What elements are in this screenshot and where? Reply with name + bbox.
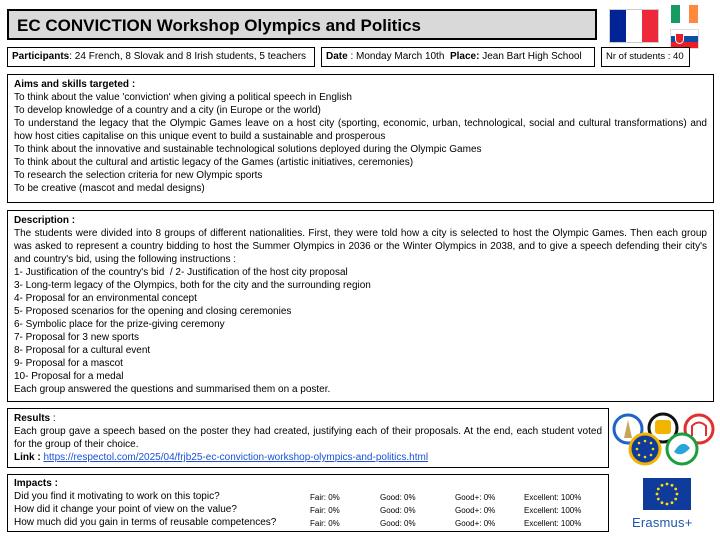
aims-line: To think about the value 'conviction' when giving a political speech in English xyxy=(14,92,352,103)
description-item: 1- Justification of the country's bid / 2- Justification of the host city proposal xyxy=(14,267,348,278)
description-item: 10- Proposal for a medal xyxy=(14,371,124,382)
participants-box xyxy=(7,47,315,67)
participants-label: Participants xyxy=(12,51,70,62)
impact-goodplus: Good+: 0% xyxy=(455,493,496,502)
slovakia-coat-of-arms-icon xyxy=(675,33,684,44)
impact-fair: Fair: 0% xyxy=(310,519,340,528)
students-count: Nr of students : 40 xyxy=(606,51,684,62)
place-value: Jean Bart High School xyxy=(479,51,582,62)
results-link-label: Link : xyxy=(14,452,41,463)
youth-badge-icon xyxy=(655,420,671,434)
aims-line: To develop knowledge of a country and a city (in Europe or the world) xyxy=(14,105,321,116)
description-heading: Description : xyxy=(14,215,76,226)
flag-stripe xyxy=(689,5,698,23)
impact-row xyxy=(14,490,602,503)
description-item: 9- Proposal for a mascot xyxy=(14,358,123,369)
impacts-section xyxy=(7,474,609,532)
place-label: Place: xyxy=(449,51,480,62)
results-heading-suffix: : xyxy=(50,413,56,424)
olympic-logos-icon xyxy=(612,410,716,468)
description-intro: The students were divided into 8 groups of different nationalities. First, they were told how a city is selected to host the Olympic Games. Then each group was asked to represent a country bidding to host the Summer Olympics in 2036 or the Winter Olympics in 2038, and to give a speech defending their city's and country's bid, using the following instructions : xyxy=(14,228,707,265)
description-item: 3- Long-term legacy of the Olympics, both for the city and the surrounding region xyxy=(14,280,371,291)
flag-stripe xyxy=(626,10,642,42)
description-closing: Each group answered the questions and summarised them on a poster. xyxy=(14,384,331,395)
flag-stripe xyxy=(610,10,626,42)
aims-line: To understand the legacy that the Olympic Games leave on a host city (sporting, economic, urban, technological, social and cultural transformations) and how host cities capitalise on this unique event to build a sustainable and prosperous xyxy=(14,118,707,142)
description-item: 5- Proposed scenarios for the opening and closing ceremonies xyxy=(14,306,292,317)
impact-question: How much did you gain in terms of reusable competences? xyxy=(14,517,277,528)
flag-stripe xyxy=(680,5,689,23)
erasmus-logo xyxy=(632,478,712,534)
aims-section xyxy=(7,74,714,203)
france-flag-icon xyxy=(610,10,658,42)
erasmus-label: Erasmus+ xyxy=(632,515,693,530)
aims-heading: Aims and skills targeted : xyxy=(14,79,136,90)
impact-excellent: Excellent: 100% xyxy=(524,519,582,528)
impact-row xyxy=(14,516,602,529)
aims-line: To research the selection criteria for new Olympic sports xyxy=(14,170,263,181)
description-item: 4- Proposal for an environmental concept xyxy=(14,293,197,304)
flag-stripe xyxy=(671,5,680,23)
impact-goodplus: Good+: 0% xyxy=(455,506,496,515)
results-text: Each group gave a speech based on the poster they had created, justifying each of their proposals. At the end, each student voted for the group of their choice. xyxy=(14,426,602,450)
date-place-box xyxy=(321,47,595,67)
impact-question: Did you find it motivating to work on this topic? xyxy=(14,491,220,502)
impact-fair: Fair: 0% xyxy=(310,493,340,502)
flag-stripe xyxy=(642,10,658,42)
ireland-flag-icon xyxy=(671,5,698,23)
description-item: 7- Proposal for 3 new sports xyxy=(14,332,140,343)
eu-flag-icon xyxy=(643,478,691,510)
description-item: 8- Proposal for a cultural event xyxy=(14,345,151,356)
aims-line: To be creative (mascot and medal designs) xyxy=(14,183,205,194)
results-heading: Results xyxy=(14,413,51,424)
slovakia-flag-icon xyxy=(671,30,698,48)
date-label: Date xyxy=(326,51,348,62)
participants-value: : 24 French, 8 Slovak and 8 Irish students, 5 teachers xyxy=(69,51,307,62)
results-section xyxy=(7,408,609,468)
title-box xyxy=(7,9,597,40)
logo-ring-eu xyxy=(630,434,660,464)
impact-question: How did it change your point of view on the value? xyxy=(14,504,237,515)
students-count-box xyxy=(601,47,690,67)
description-item: 6- Symbolic place for the prize-giving ceremony xyxy=(14,319,225,330)
impact-excellent: Excellent: 100% xyxy=(524,506,582,515)
aims-line: To think about the cultural and artistic legacy of the Games (artistic initiatives, ceremonies) xyxy=(14,157,414,168)
description-section xyxy=(7,210,714,402)
impact-goodplus: Good+: 0% xyxy=(455,519,496,528)
impact-good: Good: 0% xyxy=(380,519,416,528)
impact-excellent: Excellent: 100% xyxy=(524,493,582,502)
page-title: EC CONVICTION Workshop Olympics and Politics xyxy=(17,16,421,35)
aims-line: To think about the innovative and sustainable technological solutions deployed during the Olympic Games xyxy=(14,144,482,155)
results-link[interactable]: https://respectol.com/2025/04/frjb25-ec-conviction-workshop-olympics-and-politics.html xyxy=(43,452,429,463)
impact-good: Good: 0% xyxy=(380,506,416,515)
date-value: : Monday March 10th xyxy=(347,51,445,62)
impact-row xyxy=(14,503,602,516)
impacts-heading: Impacts : xyxy=(14,478,58,489)
impact-good: Good: 0% xyxy=(380,493,416,502)
impact-fair: Fair: 0% xyxy=(310,506,340,515)
